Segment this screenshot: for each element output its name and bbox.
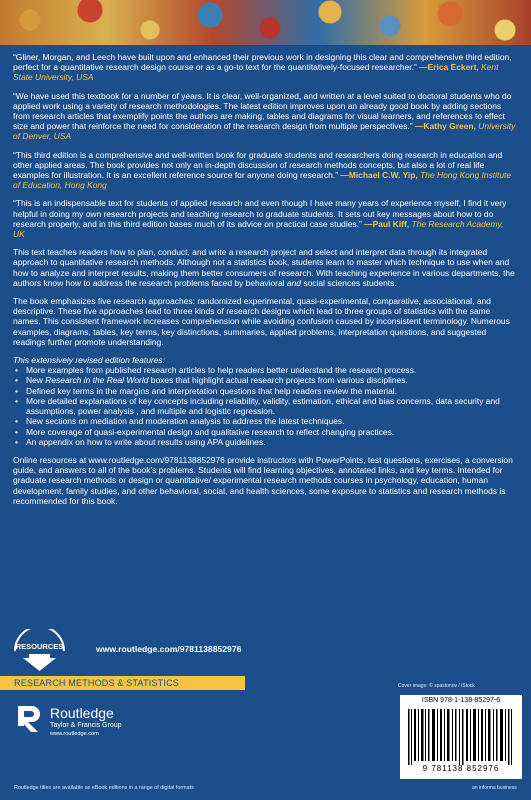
isbn-barcode — [400, 695, 522, 779]
cover-mosaic-image — [0, 0, 531, 45]
feature-item: • More coverage of quasi-experimental design and qualitative research to reflect changing practices. — [22, 427, 517, 437]
feature-item: • An appendix on how to write about results using APA guidelines. — [22, 437, 517, 447]
feature-item: • Defined key terms in the margins and interpretation questions that help readers review the material. — [22, 386, 517, 396]
barcode-icon — [408, 709, 514, 765]
feature-item: • New sections on mediation and moderation analysis to address the latest techniques. — [22, 416, 517, 426]
quote-1: “Gliner, Morgan, and Leech have built upon and enhanced their previous work in designing this clear and comprehensive third edition, perfect for a quantitative research design course or as a go-to text for the quantitatively-focused researcher.” —Erica Eckert, Kent State University, USA — [13, 52, 512, 83]
description-paragraph-2: The book emphasizes five research approaches: randomized experimental, quasi-experimental, comparative, associational, and descriptive. These five approaches lead to three kinds of research designs which lead to three groups of statistics with the same names. This consistent framework increases comprehension while avoiding confusion caused by inconsistent terminology. Numerous examples, diagrams, tables, key terms, key distinctions, summaries, applied problems, interpretation questions, and suggested readings further promote understanding. — [13, 296, 510, 347]
resources-url[interactable]: www.routledge.com/9781138852976 — [96, 644, 242, 654]
description-paragraph-3: Online resources at www.routledge.com/9781138852976 provide instructors with PowerPoints, test questions, exercises, a conversion guide, and answers to all of the book’s problems. Students will find learning objectives, annotated links, and key terms. Intended for graduate research methods or design or quantitative/ experimental research methods courses in psychology, education, human development, family studies, and other behavioral, social, and health sciences, some exposure to statistics and research methods is recommended for this book. — [13, 454, 513, 506]
publisher-group: Taylor & Francis Group — [50, 722, 122, 729]
feature-item: • New Research in the Real World boxes that highlight actual research projects from various disciplines. — [22, 375, 517, 385]
quote-2: “We have used this textbook for a number of years. It is clear, well-organized, and written at a level suited to doctoral students who do applied work using a variety of research methodologies. The latest edition improves upon an already good book by adding sections from research articles that exemplify points the authors are making, tables and diagrams for visual learners, and references to effect size and power that reinforce the need for consideration of the research design from multiple perspectives.” —Kathy Green, University of Denver, USA — [13, 90, 516, 142]
publisher-block — [50, 706, 122, 738]
publisher-name: Routledge — [50, 705, 114, 721]
routledge-logo-icon — [14, 704, 44, 734]
ebook-footer-note: Routledge titles are available as eBook editions in a range of digital formats — [14, 785, 194, 791]
description-paragraph-1: This text teaches readers how to plan, conduct, and write a research project and select and interpret data through its integrated approach to quantitative research methods. Although not a statistics book, students learn to master which technique to use when and how to analyze and interpret results, making them better consumers of research. With teaching experience in various departments, the authors know how to address the research problems faced by behavioral and social sciences students. — [13, 247, 515, 288]
eresources-icon — [12, 629, 67, 673]
cover-credit: Cover image: © spastonov / iStock — [398, 683, 475, 689]
eresources-label: RESOURCES — [15, 642, 64, 651]
features-heading: This extensively revised edition features: — [13, 355, 165, 366]
features-list — [13, 365, 517, 447]
informa-tagline: an informa business — [472, 785, 517, 791]
quote-4: “This is an indispensable text for students of applied research and even though I have many years of experience myself, I find it very helpful in doing my own research projects and teaching research to graduate students. It sets out key messages about how to do research properly, and in this third edition bases much of its advice on practical case studies.” —Paul Kiff, The Research Academy, UK — [13, 198, 507, 240]
back-cover-text — [13, 52, 517, 514]
feature-item: • More detailed explanations of key concepts including reliability, validity, estimation, ethical and bias concerns, data security and assumptions, power analysis , and multiple and logistic regression. — [22, 396, 517, 416]
subject-band: RESEARCH METHODS & STATISTICS — [0, 676, 245, 690]
features-section — [13, 355, 517, 447]
isbn-text: ISBN 978-1-138-85297-6 — [421, 697, 501, 704]
barcode-digits: 9 781138 852976 — [422, 764, 500, 773]
quote-3: “This third edition is a comprehensive and well-written book for graduate students and researchers doing research in education and other applied areas. The book provides not only an in-depth discussion of research methods concepts, but also a lot of real life examples for illustration. It is an excellent reference source for anyone doing research.” —Michael C.W. Yip, The Hong Kong Institute of Education, Hong Kong — [13, 149, 512, 191]
publisher-website: www.routledge.com — [50, 731, 99, 737]
feature-item: • More examples from published research articles to help readers better understand the research process. — [22, 365, 517, 375]
